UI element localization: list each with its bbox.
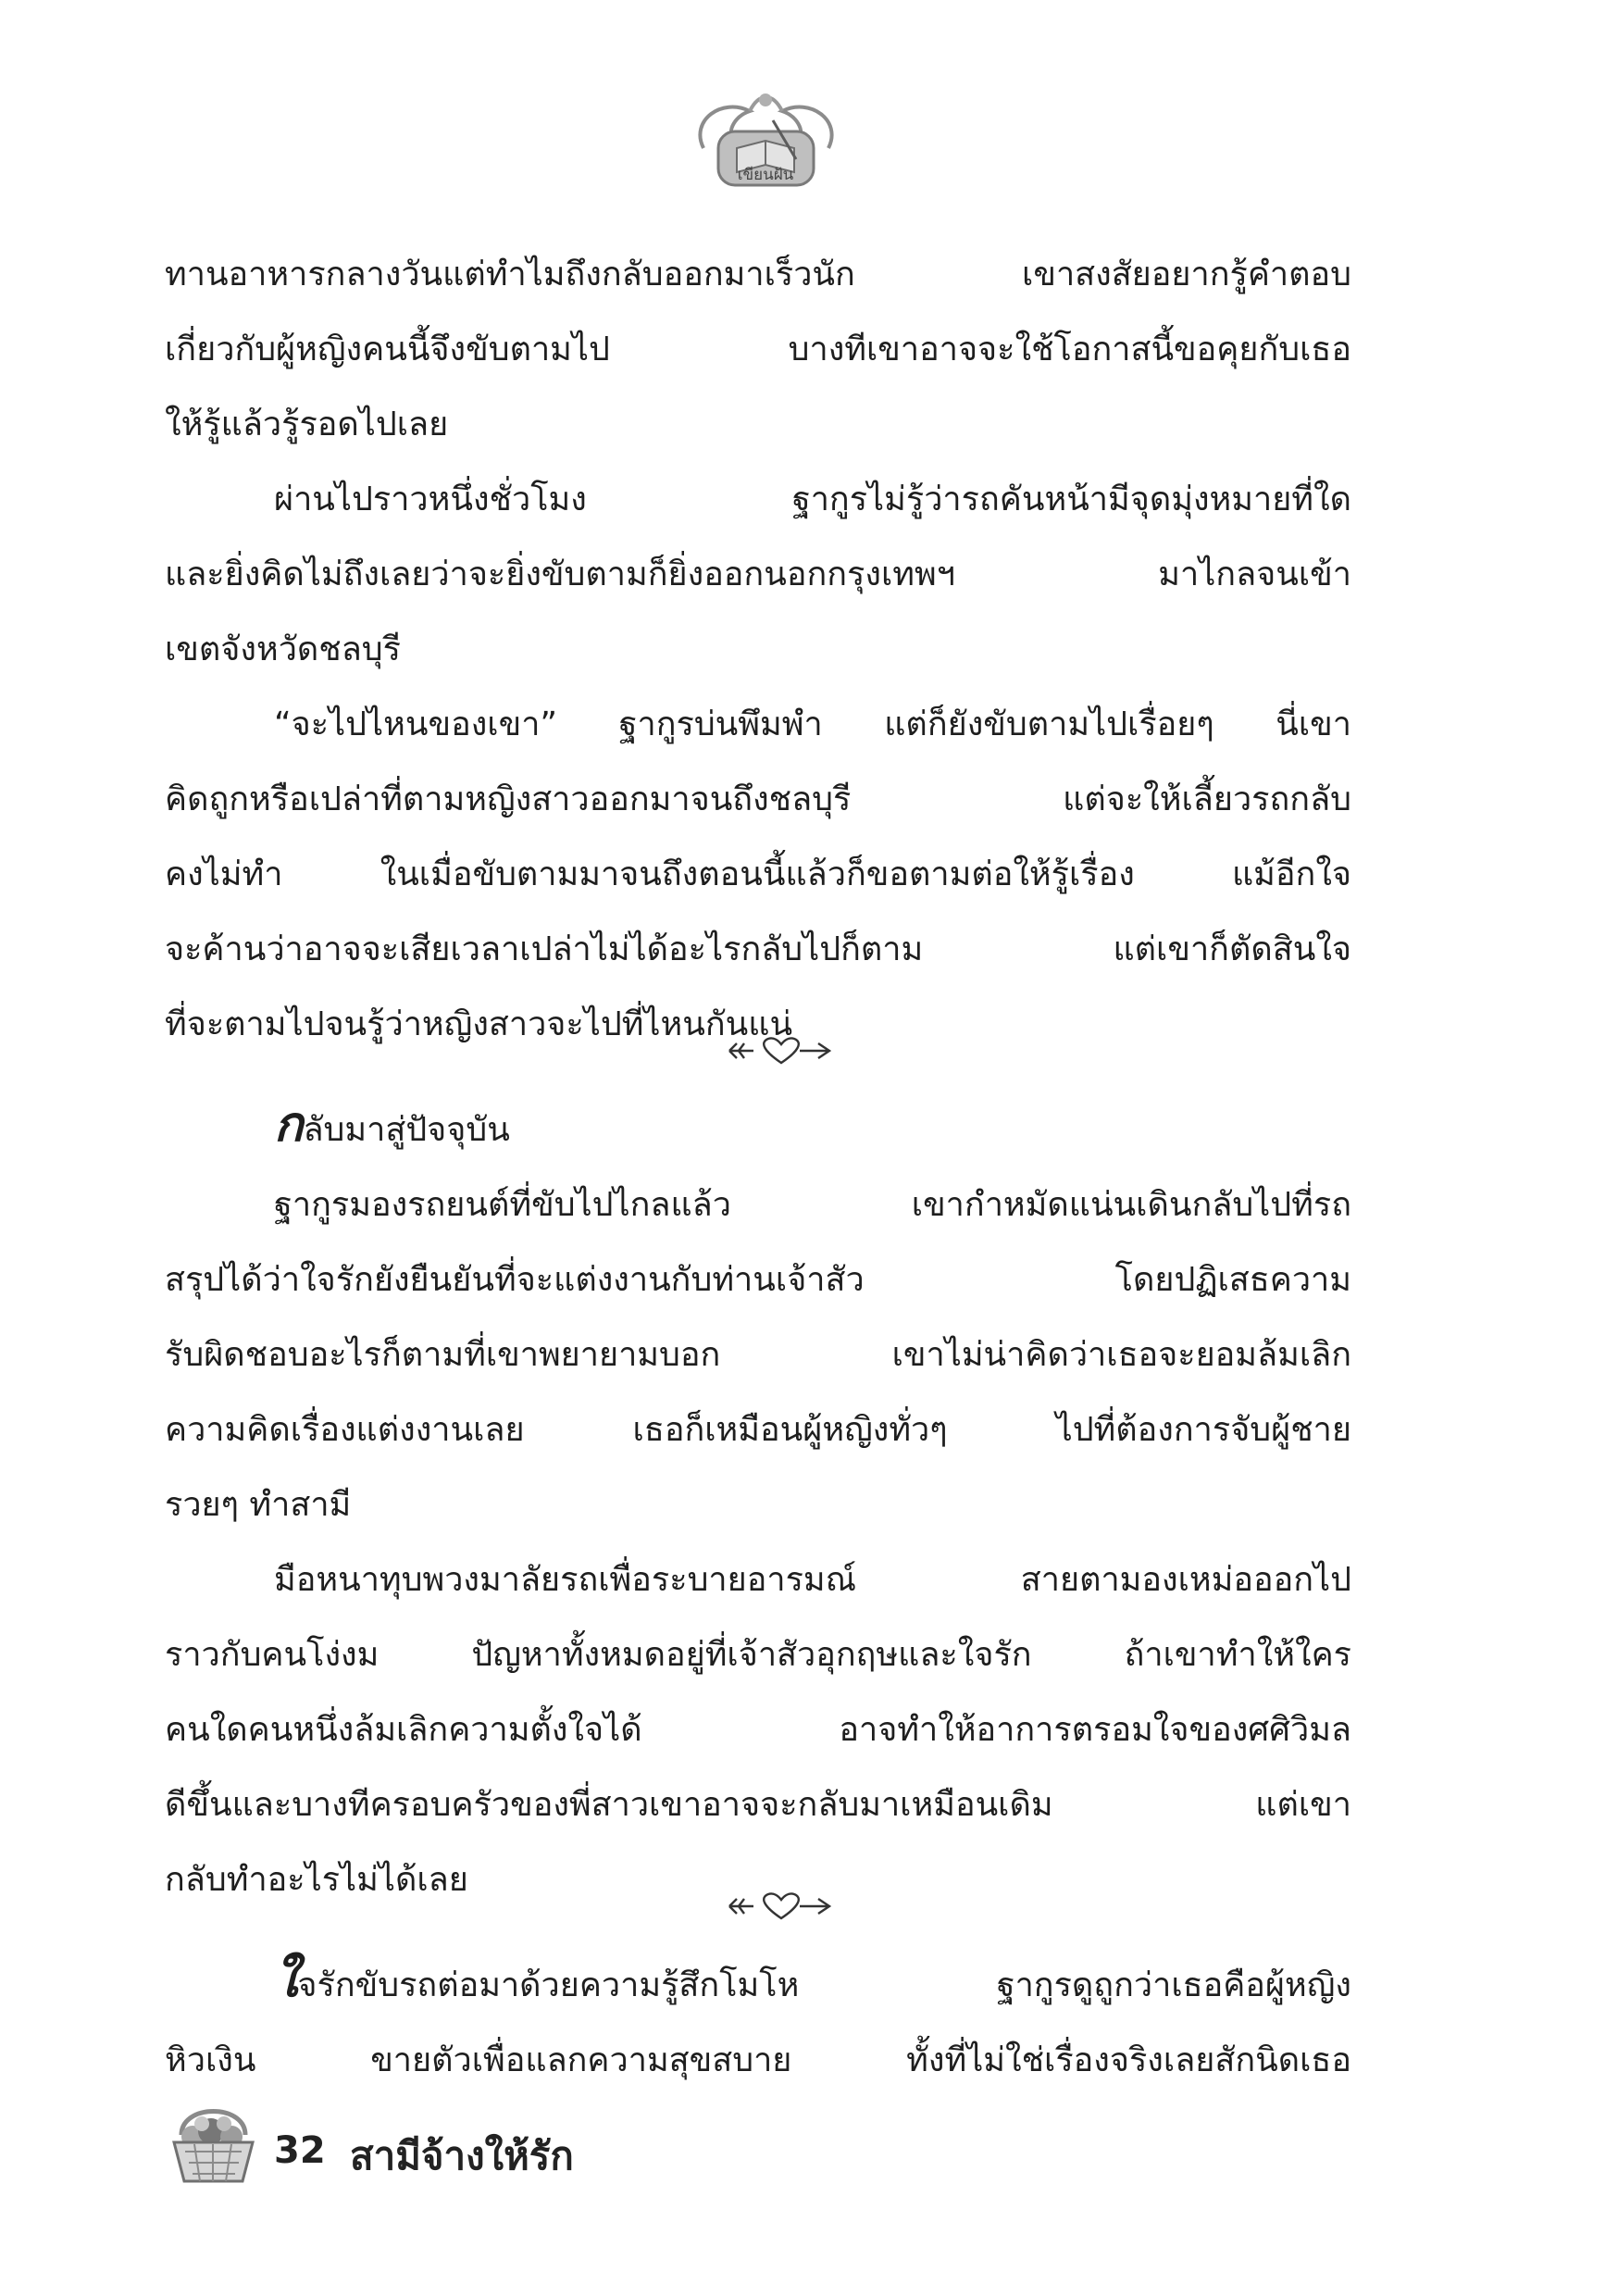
section-3-dropcap: ใ xyxy=(274,1952,298,2008)
text-line: คงไม่ทำ ในเมื่อขับตามมาจนถึงตอนนี้แล้วก็ขอตามต่อให้รู้เรื่อง แม้อีกใจ xyxy=(165,855,1351,893)
page-number: 32 xyxy=(274,2129,326,2172)
text-line: ฐากูรมองรถยนต์ที่ขับไปไกลแล้ว เขากำหมัดแน่นเดินกลับไปที่รถ xyxy=(274,1186,1351,1224)
section-3 xyxy=(165,1948,1351,2098)
paragraph-block-1 xyxy=(165,237,1351,1062)
arrow-heart-ornament-icon xyxy=(726,1035,837,1067)
text-line: กลับทำอะไรไม่ได้เลย xyxy=(165,1861,468,1899)
text-line: “จะไปไหนของเขา” ฐากูรบ่นพึมพำ แต่ก็ยังขับตามไปเรื่อยๆ นี่เขา xyxy=(274,705,1351,743)
text-line: สรุปได้ว่าใจรักยังยืนยันที่จะแต่งงานกับท่านเจ้าสัว โดยปฏิเสธความ xyxy=(165,1261,1351,1299)
text-line: ราวกับคนโง่งม ปัญหาทั้งหมดอยู่ที่เจ้าสัวอุกฤษและใจรัก ถ้าเขาทำให้ใคร xyxy=(165,1636,1351,1674)
text-line: มือหนาทุบพวงมาลัยรถเพื่อระบายอารมณ์ สายตามองเหม่อออกไป xyxy=(274,1561,1351,1599)
section-2-opening-line xyxy=(165,1092,1351,1167)
text-line: ผ่านไปราวหนึ่งชั่วโมง ฐากูรไม่รู้ว่ารถคันหน้ามีจุดมุ่งหมายที่ใด xyxy=(274,480,1351,518)
text-line: เขตจังหวัดชลบุรี xyxy=(165,630,401,668)
section-2-opening-text: ลับมาสู่ปัจจุบัน xyxy=(303,1111,510,1149)
text-line: คนใดคนหนึ่งล้มเลิกความตั้งใจได้ อาจทำให้อาการตรอมใจของศศิวิมล xyxy=(165,1711,1351,1749)
text-line: รับผิดชอบอะไรก็ตามที่เขาพยายามบอก เขาไม่น่าคิดว่าเธอจะยอมล้มเลิก xyxy=(165,1336,1351,1374)
section-3-opening-text: จรักขับรถต่อมาด้วยความรู้สึกโมโห ฐากูรดูถูกว่าเธอคือผู้หญิง xyxy=(297,1966,1351,2004)
page-footer xyxy=(165,2096,813,2198)
emblem-text: เขียนฝัน xyxy=(737,166,794,184)
text-line: เกี่ยวกับผู้หญิงคนนี้จึงขับตามไป บางทีเขาอาจจะใช้โอกาสนี้ขอคุยกับเธอ xyxy=(165,331,1351,368)
text-line: ทานอาหารกลางวันแต่ทำไมถึงกลับออกมาเร็วนัก เขาสงสัยอยากรู้คำตอบ xyxy=(165,256,1351,293)
text-line: ความคิดเรื่องแต่งงานเลย เธอก็เหมือนผู้หญิงทั่วๆ ไปที่ต้องการจับผู้ชาย xyxy=(165,1411,1351,1449)
text-line: ที่จะตามไปจนรู้ว่าหญิงสาวจะไปที่ไหนกันแน่ xyxy=(165,1005,793,1043)
text-line: จะค้านว่าอาจจะเสียเวลาเปล่าไม่ได้อะไรกลับไปก็ตาม แต่เขาก็ตัดสินใจ xyxy=(165,930,1351,968)
book-title: สามีจ้างให้รัก xyxy=(350,2133,574,2178)
section-2 xyxy=(165,1092,1351,1917)
arrow-heart-ornament-icon-2 xyxy=(726,1890,837,1922)
flower-basket-icon xyxy=(165,2096,262,2189)
section-2-dropcap: ก xyxy=(274,1096,304,1153)
text-line: และยิ่งคิดไม่ถึงเลยว่าจะยิ่งขับตามก็ยิ่งออกนอกกรุงเทพฯ มาไกลจนเข้า xyxy=(165,555,1351,593)
section-3-opening-line xyxy=(165,1948,1351,2023)
book-quill-emblem-icon xyxy=(685,83,847,204)
text-line: รวยๆ ทำสามี xyxy=(165,1486,352,1524)
text-line: ดีขึ้นและบางทีครอบครัวของพี่สาวเขาอาจจะกลับมาเหมือนเดิม แต่เขา xyxy=(165,1786,1351,1824)
text-line: ให้รู้แล้วรู้รอดไปเลย xyxy=(165,406,449,443)
text-line: หิวเงิน ขายตัวเพื่อแลกความสุขสบาย ทั้งที่ไม่ใช่เรื่องจริงเลยสักนิดเธอ xyxy=(165,2041,1351,2079)
text-line: คิดถูกหรือเปล่าที่ตามหญิงสาวออกมาจนถึงชลบุรี แต่จะให้เลี้ยวรถกลับ xyxy=(165,780,1351,818)
